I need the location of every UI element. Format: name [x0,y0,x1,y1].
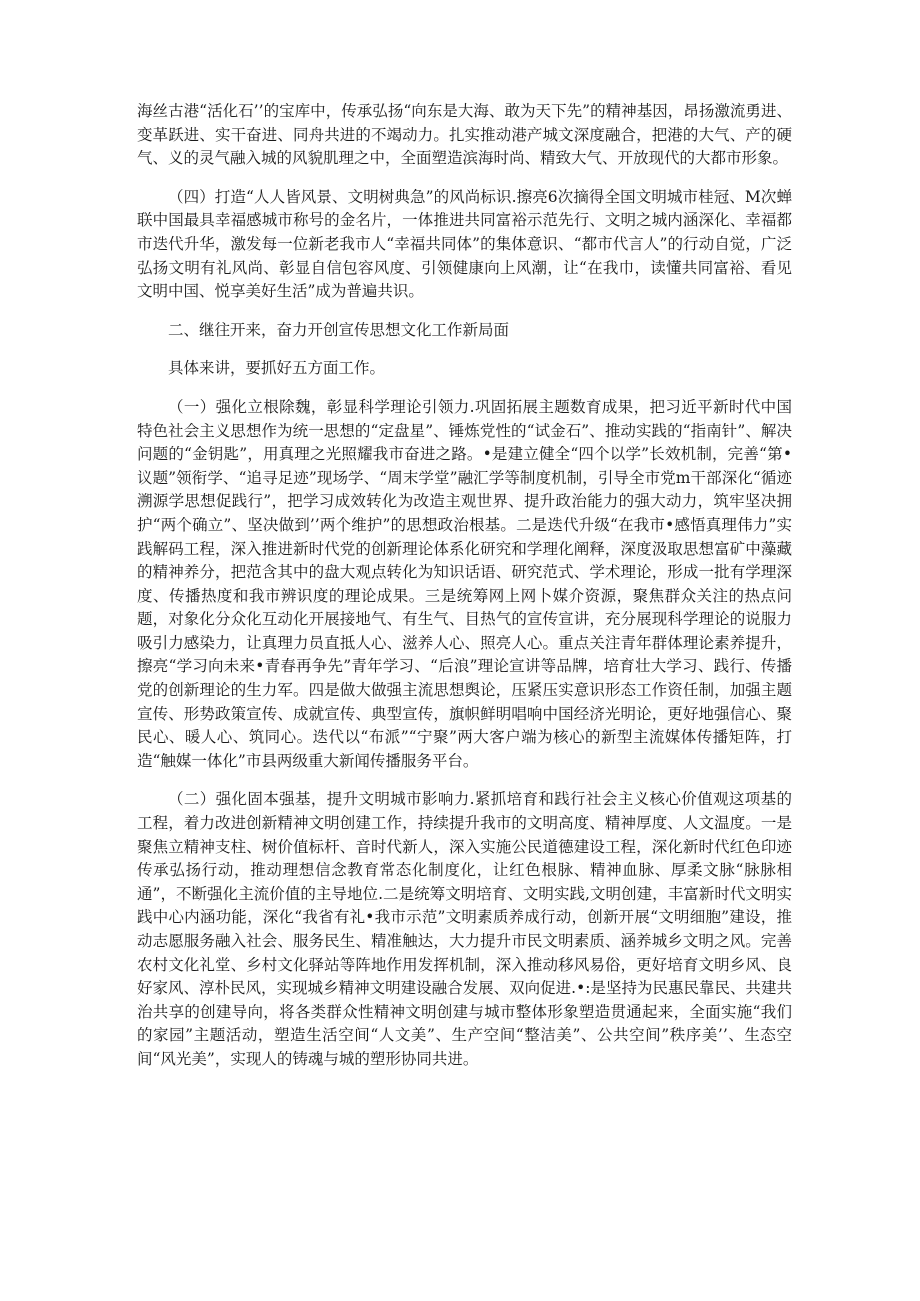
document-body [137,100,792,1087]
section-heading-two: 二、继往开来，奋力开创宣传思想文化工作新局面 [168,320,510,339]
paragraph-civility-symbol: （四）打造“人人皆风景、文明树典急”的风尚标识.擦亮6次摘得全国文明城市桂冠、M次蝉联中国最具幸福感城市称号的金名片，一体推进共同富裕示范先行、文明之城内涵深化、幸福都市迭代升华，激发每一位新老我市人“幸福共同体”的集体意识、“都市代言人”的行动自觉，广泛弘扬文明有礼风尚、彰显自信包容风度、引领健康向上风潮，让“在我巾，读懂共同富裕、看见文明中国、悦享美好生活”成为普遍共识。 [137,187,792,301]
paragraph-civilized-city: （二）强化固本强基，提升文明城市影响力.紧抓培育和践行社会主义核心价值观这项基的工程，着力改进创新精神文明创建工作，持续提升我市的文明高度、精神厚度、人文温度。一是聚焦立精神支柱、树价值标杆、音时代新人，深入实施公民道德建设工程，深化新时代红色印迹传承弘扬行动，推动理想信念教育常态化制度化，让红色根脉、精神血脉、厚柔文脉“脉脉相通”，不断强化主流价值的主导地位.二是统筹文明培育、文明实践,文明创建，丰富新时代文明实践中心内涵功能，深化“我省有礼•我市示范”文明素质养成行动，创新开展“文明细胞”建设，推动志愿服务融入社会、服务民生、精准触达，大力提升市民文明素质、涵养城乡文明之风。完善农村文化礼堂、乡村文化驿站等阵地作用发挥机制，深入推动移风易俗，更好培育文明乡风、良好家风、淳朴民风，实现城乡精神文明建设融合发展、双向促进.•:是坚持为民惠民靠民、共建共治共享的创建导向，将各类群众性精神文明创建与城市整体形象塑造贯通起来，全面实施“我们的家园”主题活动，塑造生活空间“人文美”、生产空间“整洁美”、公共空间”秩序美’’、生态空间“风光美”，实现人的铸魂与城的塑形协同共进。 [137,790,792,1068]
paragraph-five-tasks-intro: 具体来讲，要抓好五方面工作。 [168,359,386,378]
paragraph-theory-leadership: （一）强化立根除魏，彰显科学理论引领力.巩固拓展主题数育成果，把习近平新时代中国特色社会主义思想作为统一思想的“定盘星”、锤炼党性的“试金石”、推动实践的“指南针”、解决问题的“金钥匙”，用真理之光照耀我市奋进之路。•是建立健全“四个以学”长效机制，完善“第•议题”领衔学、“追寻足迹”现场学、“周末学堂”融汇学等制度机制，引导全市党m干部深化“循迹溯源学思想促践行”，把学习成效转化为改造主观世界、提升政治能力的强大动力，筑牢坚决拥护“两个确立”、坚决做到’’两个维护”的思想政治根基。二是迭代升级“在我市•感悟真理伟力”实践解码工程，深入推进新时代党的创新理论体系化研究和学理化阐释，深度汲取思想富矿中藻藏的精神养分，把范含其中的盘大观点转化为知识话语、研究范式、学术理论，形成一批有学理深度、传播热度和我市辨识度的理论成果。三是统筹网上网卜媒介资源，聚焦群众关注的热点问题，对象化分众化互动化开展接地气、有生气、目热气的宣传宣讲，充分展现科学理论的说服力吸引力感染力，让真理力员直抵人心、滋养人心、照亮人心。重点关注青年群体理论素养提升，擦亮“学习向未来•青春再争先”青年学习、“后浪”理论宣讲等品牌，培育壮大学习、践行、传播党的创新理论的生力军。四是做大做强主流思想舆论，压紧压实意识形态工作资任制，加强主题宣传、形势政策宣传、成就宣传、典型宣传，旗帜鲜明唱响中国经济光明论，更好地强信心、聚民心、暖人心、筑同心。迭代以“布派”“宁聚”两大客户端为核心的新型主流媒体传播矩阵，打造“触媒一体化”市县两级重大新闻传播服务平台。 [137,397,792,770]
paragraph-port-city-image: 海丝古港“活化石’’的宝库中，传承弘扬“向东是大海、敢为天下先”的精神基因，昂扬激流勇进、变革跃进、实干奋进、同舟共进的不竭动力。扎实推动港产城文深度融合，把港的大气、产的硬气、义的灵气融入城的风貌肌理之中，全面塑造滨海时尚、精致大气、开放现代的大都市形象。 [137,102,792,168]
